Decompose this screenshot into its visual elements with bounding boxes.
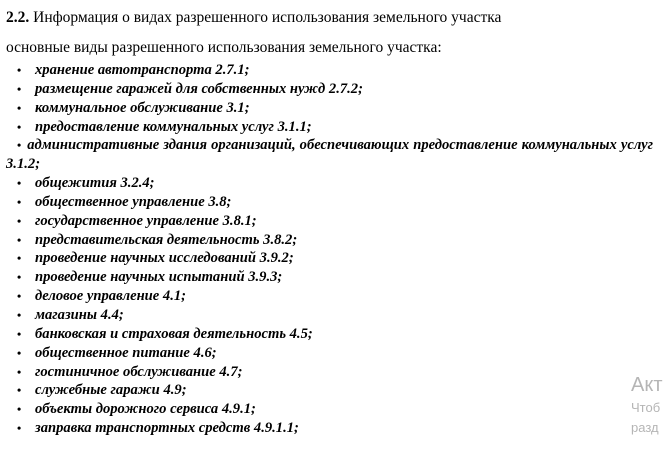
- list-item-text: гостиничное обслуживание 4.7;: [35, 363, 243, 380]
- list-item: [6, 136, 653, 174]
- list-item: [6, 193, 653, 212]
- list-item: [6, 80, 653, 99]
- list-item-text: проведение научных испытаний 3.9.3;: [35, 269, 283, 286]
- list-item-text: административные здания организаций, обеспечивающих предоставление коммунальных услуг 3.1.2;: [6, 137, 653, 173]
- list-item-text: предоставление коммунальных услуг 3.1.1;: [35, 118, 312, 135]
- activation-title: Акт: [631, 374, 663, 396]
- bullet-icon: •: [17, 194, 22, 209]
- list-item: [6, 306, 653, 325]
- list-item: [6, 287, 653, 306]
- list-item: [6, 419, 653, 438]
- bullet-icon: •: [17, 63, 22, 77]
- list-item-text: размещение гаражей для собственных нужд 2.7.2;: [35, 80, 363, 97]
- list-item: [6, 99, 653, 118]
- list-item-text: государственное управление 3.8.1;: [35, 212, 257, 229]
- list-item: [6, 344, 653, 363]
- list-item: [6, 400, 653, 419]
- list-item-text: представительская деятельность 3.8.2;: [35, 231, 298, 248]
- list-item-text: объекты дорожного сервиса 4.9.1;: [35, 401, 256, 418]
- list-item: [6, 231, 653, 250]
- list-item: [6, 325, 653, 344]
- bullet-icon: •: [17, 176, 22, 191]
- windows-activation-watermark: [631, 372, 662, 438]
- section-number: 2.2.: [6, 9, 30, 26]
- bullet-icon: •: [17, 326, 22, 341]
- list-item: [6, 363, 653, 382]
- list-item-text: общественное управление 3.8;: [35, 193, 232, 210]
- list-item: [6, 268, 653, 287]
- bullet-icon: •: [17, 402, 22, 417]
- list-item: [6, 249, 653, 268]
- bullet-icon: •: [17, 232, 22, 247]
- bullet-icon: •: [17, 421, 22, 436]
- list-item-text: коммунальное обслуживание 3.1;: [35, 99, 250, 116]
- list-item: [6, 61, 653, 80]
- bullet-icon: •: [17, 138, 22, 153]
- list-item-text: служебные гаражи 4.9;: [35, 382, 187, 399]
- bullet-icon: •: [17, 364, 22, 379]
- bullet-icon: •: [17, 119, 22, 134]
- bullet-icon: •: [17, 213, 22, 228]
- bullet-icon: •: [17, 81, 22, 96]
- intro-text: основные виды разрешенного использования земельного участка:: [6, 39, 442, 56]
- list-item: [6, 118, 653, 137]
- activation-line-2: разд: [631, 420, 659, 435]
- list-item-text: банковская и страховая деятельность 4.5;: [35, 325, 313, 342]
- section-heading: [6, 8, 653, 28]
- bullet-icon: •: [17, 100, 22, 115]
- activation-line-1: Чтоб: [631, 400, 661, 415]
- document: [6, 8, 653, 438]
- bullet-icon: •: [17, 289, 22, 304]
- list-item-text: общежития 3.2.4;: [35, 175, 155, 192]
- list-item-text: хранение автотранспорта 2.7.1;: [35, 62, 250, 78]
- section-title: Информация о видах разрешенного использования земельного участка: [33, 9, 502, 26]
- bullet-icon: •: [17, 307, 22, 322]
- list-item-text: заправка транспортных средств 4.9.1.1;: [35, 420, 299, 437]
- bullet-icon: •: [17, 345, 22, 360]
- permitted-uses-list: [6, 61, 653, 438]
- list-item-text: магазины 4.4;: [35, 306, 124, 323]
- list-item-text: деловое управление 4.1;: [35, 288, 187, 305]
- list-item: [6, 381, 653, 400]
- bullet-icon: •: [17, 251, 22, 266]
- list-item-text: проведение научных исследований 3.9.2;: [35, 250, 294, 267]
- bullet-icon: •: [17, 383, 22, 398]
- list-item-text: общественное питание 4.6;: [35, 344, 217, 361]
- list-item: [6, 174, 653, 193]
- bullet-icon: •: [17, 270, 22, 285]
- list-item: [6, 212, 653, 231]
